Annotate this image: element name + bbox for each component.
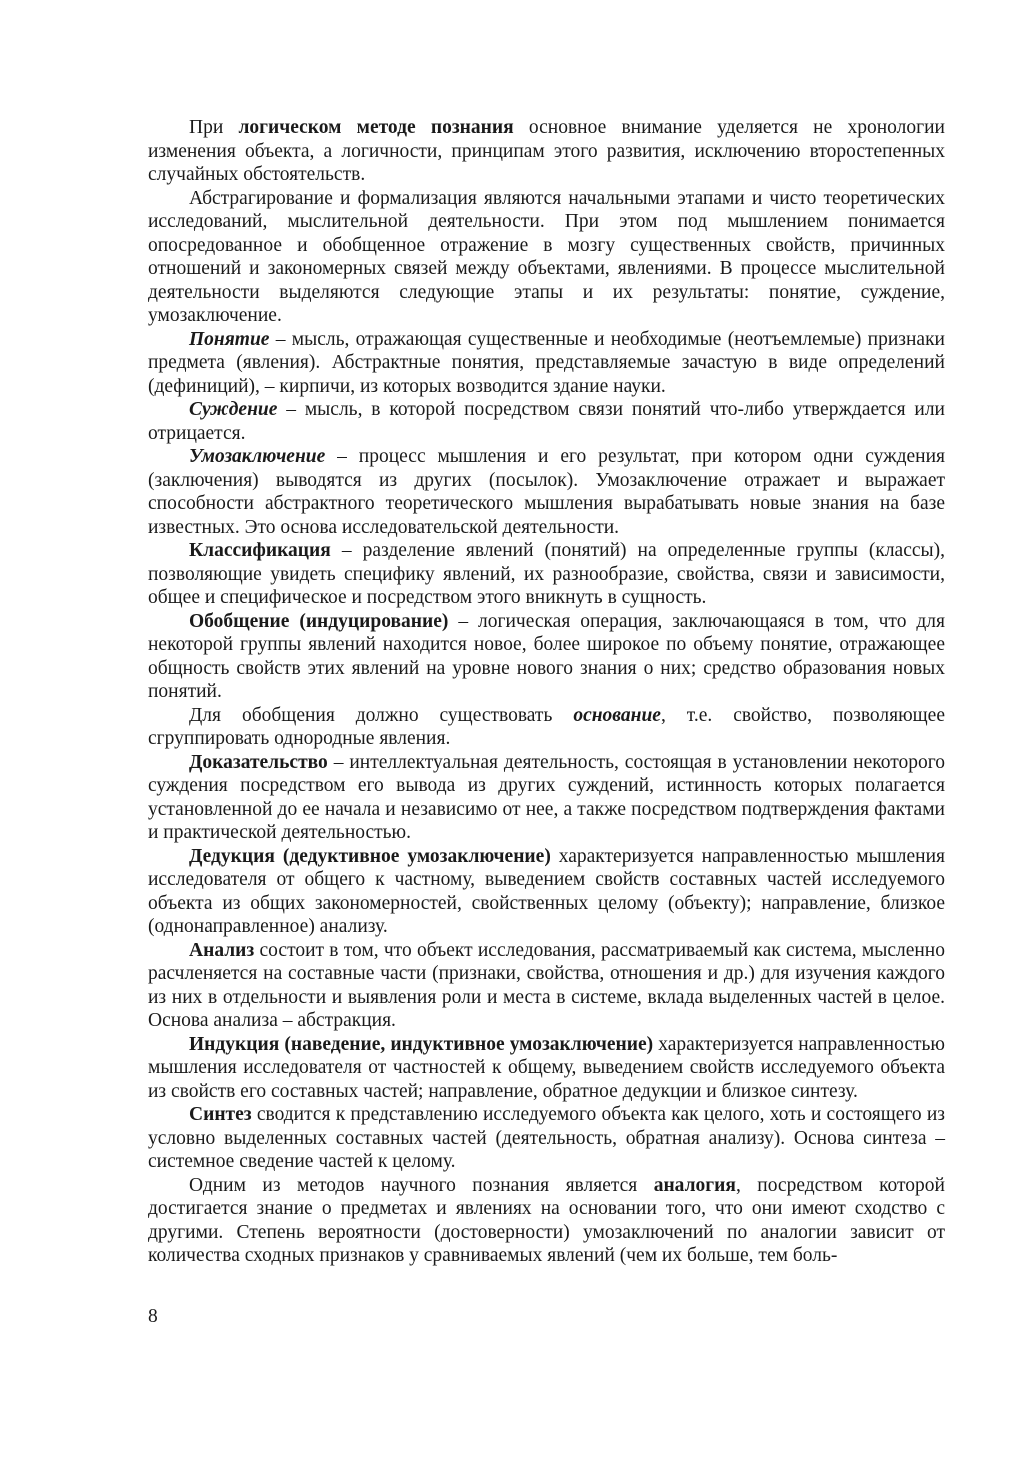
- term-concept: Понятие: [189, 328, 270, 350]
- paragraph-basis: [148, 704, 945, 751]
- paragraph-text: Одним из методов научного познания является: [189, 1174, 654, 1196]
- paragraph-text: основное внимание уделяется не хронологии изменения объекта, а логичности, принципам этого развития, исключению второстепенных случайных обстоятельств.: [148, 117, 945, 185]
- paragraph-text: Для обобщения должно существовать: [189, 704, 574, 726]
- paragraph-induction: [148, 1033, 945, 1104]
- paragraph-text: – мысль, отражающая существенные и необходимые (неотъемлемые) признаки предмета (явления). Абстрактные понятия, представляемые зачастую в виде определений (дефиниций), – кирпичи, из которых возводится здание науки.: [148, 328, 945, 397]
- paragraph-logical-method: [148, 116, 945, 187]
- term-basis: основание: [573, 704, 661, 726]
- paragraph-text: При: [189, 117, 239, 138]
- paragraph-text: , посредством которой достигается знание о предметах и явлениях на основании того, что они имеют сходство с другими. Степень вероятности (достоверности) умозаключений по аналогии зависит от количества сходных признаков у сравниваемых явлений (чем их больше, тем боль-: [148, 1174, 945, 1266]
- paragraph-text: Абстрагирование и формализация являются начальными этапами и чисто теоретических исследований, мыслительной деятельности. При этом под мышлением понимается опосредованное и обобщенное отражение в мозгу существенных свойств, причинных отношений и закономерных связей между объектами, явлениями. В процессе мыслительной деятельности выделяются следующие этапы и их результаты: понятие, суждение, умозаключение.: [148, 187, 945, 326]
- term-proof: Доказательство: [189, 751, 328, 773]
- paragraph-deduction: [148, 845, 945, 939]
- paragraph-synthesis: [148, 1103, 945, 1174]
- paragraph-proof: [148, 751, 945, 845]
- paragraph-text: – логическая операция, заключающаяся в том, что для некоторой группы явлений находится новое, более широкое по объему понятие, отражающее общность свойств этих явлений на уровне нового знания о них; средство образования новых понятий.: [148, 610, 945, 702]
- term-induction: Индукция (наведение, индуктивное умозаключение): [189, 1033, 654, 1055]
- paragraph-analogy: [148, 1174, 945, 1268]
- paragraph-judgment: [148, 398, 945, 445]
- paragraph-text: – разделение явлений (понятий) на определенные группы (классы), позволяющие увидеть специфику явлений, их разнообразие, свойства, связи и зависимости, общее и специфическое и посредством этого вникнуть в сущность.: [148, 540, 945, 608]
- paragraph-text: , т.е. свойство, позволяющее сгруппировать однородные явления.: [148, 704, 945, 749]
- term-deduction: Дедукция (дедуктивное умозаключение): [189, 845, 551, 867]
- paragraph-analysis: [148, 939, 945, 1033]
- paragraph-text: – мысль, в которой посредством связи понятий что-либо утверждается или отрицается.: [148, 399, 945, 444]
- paragraph-abstraction: [148, 187, 945, 328]
- paragraph-concept: [148, 328, 945, 399]
- term-classification: Классификация: [189, 540, 331, 561]
- term-analysis: Анализ: [189, 939, 255, 961]
- paragraph-text: – процесс мышления и его результат, при котором одни суждения (заключения) выводятся из других (посылок). Умозаключение отражает и выражает способности абстрактного теоретического мышления вырабатывать новые знания на базе известных. Это основа исследовательской деятельности.: [148, 446, 945, 538]
- paragraph-generalization: [148, 610, 945, 704]
- paragraph-text: сводится к представлению исследуемого объекта как целого, хоть и состоящего из условно выделенных составных частей (деятельность, обратная анализу). Основа синтеза – системное сведение частей к целому.: [148, 1104, 945, 1172]
- term-inference: Умозаключение: [189, 446, 326, 467]
- paragraph-inference: [148, 445, 945, 539]
- paragraph-text: состоит в том, что объект исследования, рассматриваемый как система, мысленно расчленяется на составные части (признаки, свойства, отношения и др.) для изучения каждого из них в отдельности и выявления роли и места в системе, вклада выделенных частей в целое. Основа анализа – абстракция.: [148, 939, 945, 1031]
- paragraph-text: характеризуется направленностью мышления исследователя от общего к частному, выведением свойств составных частей исследуемого объекта из общих закономерностей, свойственных целому (объекту); направление, близкое (однонаправленное) анализу.: [148, 845, 945, 937]
- paragraph-text: характеризуется направленностью мышления исследователя от частностей к общему, выведением свойств исследуемого объекта из свойств его составных частей; направление, обратное дедукции и близкое синтезу.: [148, 1033, 945, 1102]
- term-judgment: Суждение: [189, 399, 278, 420]
- page-body: [148, 116, 945, 1268]
- term-analogy: аналогия: [653, 1174, 736, 1196]
- term-generalization: Обобщение (индуцирование): [189, 610, 449, 632]
- term-logical-method: логическом методе познания: [238, 117, 514, 138]
- paragraph-classification: [148, 539, 945, 610]
- page-number: 8: [148, 1306, 158, 1327]
- paragraph-text: – интеллектуальная деятельность, состоящая в установлении некоторого суждения посредством его вывода из других суждений, истинность которых полагается установленной до ее начала и независимо от нее, а также посредством подтверждения фактами и практической деятельностью.: [148, 751, 945, 843]
- term-synthesis: Синтез: [189, 1104, 252, 1125]
